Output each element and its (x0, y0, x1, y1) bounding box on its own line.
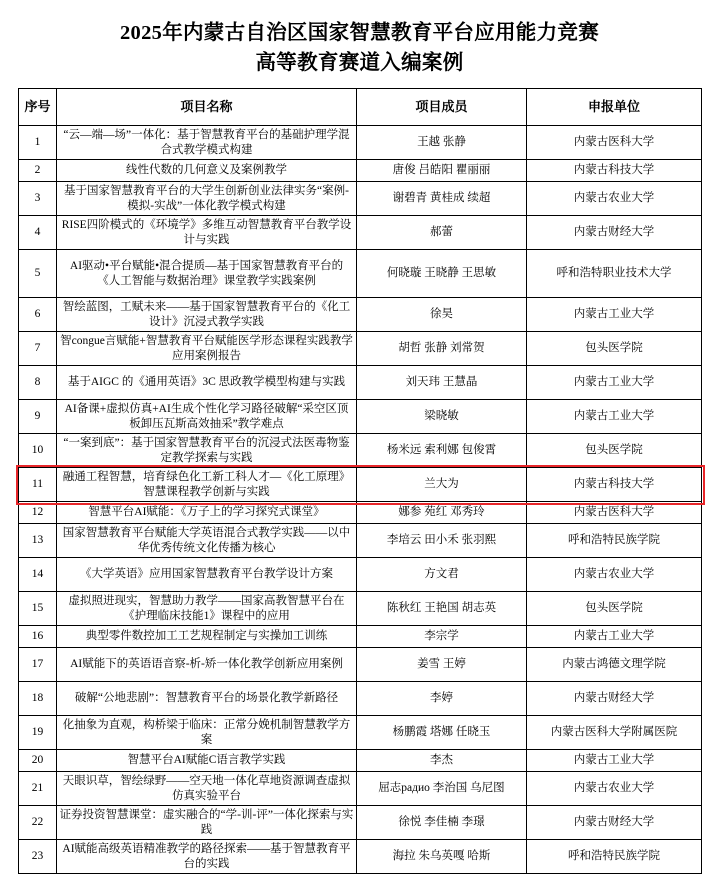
cell-project-name: 智慧平台AI赋能C语言教学实践 (57, 750, 357, 772)
cell-unit: 包头医学院 (527, 592, 702, 626)
cell-project-name: AI赋能下的英语语音察-析-矫一体化教学创新应用案例 (57, 648, 357, 682)
cell-unit: 包头医学院 (527, 332, 702, 366)
cell-project-name: AI备课+虚拟仿真+AI生成个性化学习路径破解“采空区顶板卸压瓦斯高效抽采”教学难点 (57, 400, 357, 434)
cell-project-name: 证券投资智慧课堂：虚实融合的“学-训-评”一体化探索与实践 (57, 806, 357, 840)
cell-project-name: AI驱动•平台赋能•混合提质—基于国家智慧教育平台的《人工智能与数据治理》课堂教学实践案例 (57, 250, 357, 298)
table-row (19, 126, 702, 160)
cell-members: 杨鹏霞 塔娜 任晓玉 (357, 716, 527, 750)
cell-project-name: 虚拟照进现实，智慧助力教学——国家高教智慧平台在《护理临床技能1》课程中的应用 (57, 592, 357, 626)
cell-index: 2 (19, 160, 57, 182)
table-row (19, 682, 702, 716)
cell-members: 屈志радио 李治国 乌尼图 (357, 772, 527, 806)
cell-project-name: 基于国家智慧教育平台的大学生创新创业法律实务“案例-模拟-实战”一体化教学模式构建 (57, 182, 357, 216)
cell-index: 1 (19, 126, 57, 160)
table-row (19, 468, 702, 502)
cell-project-name: 智慧平台AI赋能：《万子上的学习探究式课堂》 (57, 502, 357, 524)
cell-members: 李杰 (357, 750, 527, 772)
cell-members: 徐悦 李佳楠 李璟 (357, 806, 527, 840)
cell-members: 刘天玮 王慧晶 (357, 366, 527, 400)
cell-members: 陈秋红 王艳国 胡志英 (357, 592, 527, 626)
table-row (19, 716, 702, 750)
table-row (19, 772, 702, 806)
cell-unit: 内蒙古工业大学 (527, 626, 702, 648)
cell-unit: 包头医学院 (527, 434, 702, 468)
cell-unit: 内蒙古财经大学 (527, 806, 702, 840)
cell-members: 郝蕾 (357, 216, 527, 250)
cell-members: 徐昊 (357, 298, 527, 332)
title-line-2: 高等教育赛道入编案例 (255, 52, 464, 74)
table-row (19, 434, 702, 468)
cell-members: 何晓璇 王晓静 王思敏 (357, 250, 527, 298)
column-header-members: 项目成员 (357, 89, 527, 126)
cell-project-name: AI赋能高级英语精准教学的路径探索——基于智慧教育平台的实践 (57, 840, 357, 874)
table-row (19, 250, 702, 298)
cell-members: 娜参 苑红 邓秀玲 (357, 502, 527, 524)
cell-index: 17 (19, 648, 57, 682)
cell-members: 唐俊 吕皓阳 瞿丽丽 (357, 160, 527, 182)
cell-unit: 内蒙古医科大学 (527, 126, 702, 160)
cell-unit: 内蒙古科技大学 (527, 468, 702, 502)
cell-project-name: RISE四阶模式的《环境学》多维互动智慧教育平台教学设计与实践 (57, 216, 357, 250)
cell-members: 胡哲 张静 刘常贺 (357, 332, 527, 366)
cell-members: 王越 张静 (357, 126, 527, 160)
table-row (19, 160, 702, 182)
cell-unit: 内蒙古工业大学 (527, 298, 702, 332)
cell-members: 李宗学 (357, 626, 527, 648)
cell-unit: 内蒙古医科大学附属医院 (527, 716, 702, 750)
cell-members: 梁晓敏 (357, 400, 527, 434)
table-row (19, 750, 702, 772)
cell-project-name: 破解“公地悲剧”：智慧教育平台的场景化教学新路径 (57, 682, 357, 716)
cell-index: 13 (19, 524, 57, 558)
cell-project-name: 化抽象为直观，构桥梁于临床：正常分娩机制智慧教学方案 (57, 716, 357, 750)
cell-members: 海拉 朱乌英嘎 哈斯 (357, 840, 527, 874)
cell-index: 10 (19, 434, 57, 468)
cell-index: 8 (19, 366, 57, 400)
cell-members: 谢碧青 黄桂成 续超 (357, 182, 527, 216)
cell-unit: 内蒙古科技大学 (527, 160, 702, 182)
column-header-index: 序号 (19, 89, 57, 126)
cell-members: 李婷 (357, 682, 527, 716)
table-row (19, 182, 702, 216)
cell-members: 姜雪 王婷 (357, 648, 527, 682)
cell-project-name: 典型零件数控加工工艺规程制定与实操加工训练 (57, 626, 357, 648)
cell-unit: 内蒙古农业大学 (527, 182, 702, 216)
table-row (19, 400, 702, 434)
column-header-project-name: 项目名称 (57, 89, 357, 126)
table-row (19, 648, 702, 682)
table-row (19, 216, 702, 250)
cell-project-name: 智绘蓝图，工赋未来——基于国家智慧教育平台的《化工设计》沉浸式教学实践 (57, 298, 357, 332)
table-row (19, 806, 702, 840)
table-row (19, 524, 702, 558)
cell-members: 李培云 田小禾 张羽熙 (357, 524, 527, 558)
cell-members: 兰大为 (357, 468, 527, 502)
table-row (19, 558, 702, 592)
cell-project-name: 融通工程智慧，培育绿色化工新工科人才—《化工原理》智慧课程教学创新与实践 (57, 468, 357, 502)
cell-project-name: 基于AIGC 的《通用英语》3C 思政教学模型构建与实践 (57, 366, 357, 400)
cell-index: 9 (19, 400, 57, 434)
cell-members: 方文君 (357, 558, 527, 592)
table-body (19, 126, 702, 874)
cell-unit: 呼和浩特职业技术大学 (527, 250, 702, 298)
cell-project-name: 国家智慧教育平台赋能大学英语混合式教学实践——以中华优秀传统文化传播为核心 (57, 524, 357, 558)
cell-index: 23 (19, 840, 57, 874)
cell-index: 3 (19, 182, 57, 216)
cell-unit: 内蒙古农业大学 (527, 772, 702, 806)
cell-index: 6 (19, 298, 57, 332)
table-header-row (19, 89, 702, 126)
cell-unit: 内蒙古工业大学 (527, 750, 702, 772)
table-row (19, 626, 702, 648)
cell-index: 19 (19, 716, 57, 750)
cell-project-name: 《大学英语》应用国家智慧教育平台教学设计方案 (57, 558, 357, 592)
cell-index: 18 (19, 682, 57, 716)
cell-unit: 内蒙古财经大学 (527, 216, 702, 250)
table-row (19, 298, 702, 332)
cell-index: 20 (19, 750, 57, 772)
cell-index: 12 (19, 502, 57, 524)
cell-unit: 呼和浩特民族学院 (527, 840, 702, 874)
cell-unit: 内蒙古农业大学 (527, 558, 702, 592)
table-row (19, 502, 702, 524)
title-line-1: 2025年内蒙古自治区国家智慧教育平台应用能力竞赛 (120, 22, 599, 44)
page-title (18, 18, 701, 78)
cell-index: 11 (19, 468, 57, 502)
table-row (19, 332, 702, 366)
cell-unit: 内蒙古工业大学 (527, 400, 702, 434)
cell-unit: 内蒙古财经大学 (527, 682, 702, 716)
cell-index: 4 (19, 216, 57, 250)
table-row (19, 366, 702, 400)
cell-project-name: 智congue言赋能+智慧教育平台赋能医学形态课程实践教学应用案例报告 (57, 332, 357, 366)
cell-index: 7 (19, 332, 57, 366)
table-row (19, 592, 702, 626)
cell-unit: 呼和浩特民族学院 (527, 524, 702, 558)
cell-index: 21 (19, 772, 57, 806)
cell-project-name: 天眼识草，智绘绿野——空天地一体化草地资源调查虚拟仿真实验平台 (57, 772, 357, 806)
table-row (19, 840, 702, 874)
cell-project-name: “一案到底”：基于国家智慧教育平台的沉浸式法医毒物鉴定教学探索与实践 (57, 434, 357, 468)
cell-unit: 内蒙古鸿德文理学院 (527, 648, 702, 682)
cell-index: 22 (19, 806, 57, 840)
cell-project-name: “云—端—场”一体化：基于智慧教育平台的基础护理学混合式教学模式构建 (57, 126, 357, 160)
column-header-unit: 申报单位 (527, 89, 702, 126)
cell-members: 杨米远 索利娜 包俊霄 (357, 434, 527, 468)
cases-table (18, 88, 702, 874)
cell-index: 5 (19, 250, 57, 298)
cell-index: 14 (19, 558, 57, 592)
cell-index: 16 (19, 626, 57, 648)
cell-unit: 内蒙古工业大学 (527, 366, 702, 400)
cell-project-name: 线性代数的几何意义及案例教学 (57, 160, 357, 182)
cell-index: 15 (19, 592, 57, 626)
cell-unit: 内蒙古医科大学 (527, 502, 702, 524)
